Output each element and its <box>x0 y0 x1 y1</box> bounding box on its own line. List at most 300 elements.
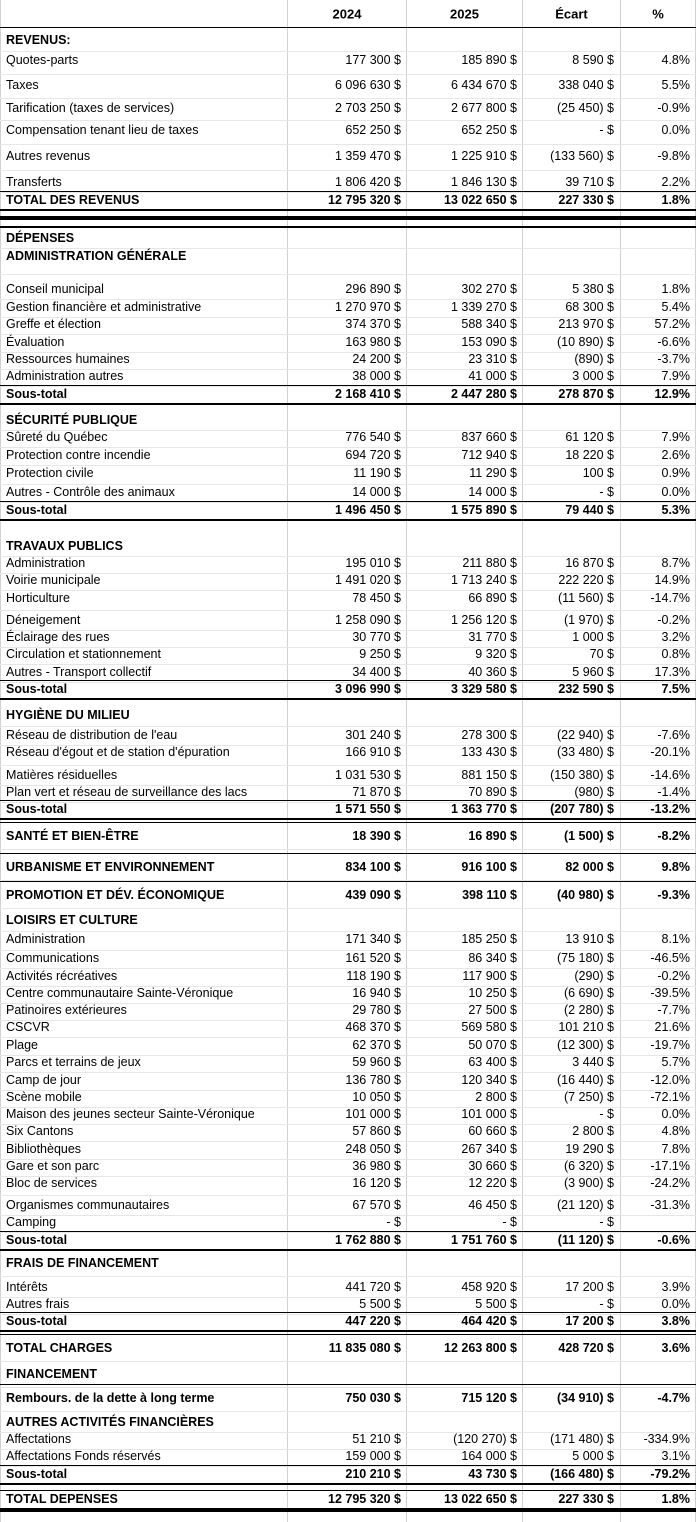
cell-pct: -0.2% <box>657 968 690 983</box>
cell-v2025: 302 270 $ <box>461 281 517 296</box>
cell-pct: -334.9% <box>643 1431 690 1446</box>
cell-v2025: 50 070 $ <box>468 1037 517 1052</box>
cell-v2024: 118 190 $ <box>346 968 401 983</box>
cell-pct: -7.6% <box>657 727 690 742</box>
cell-pct: -7.7% <box>657 1002 690 1017</box>
cell-v2024: 296 890 $ <box>345 281 401 296</box>
cell-pct: -14.7% <box>650 590 690 605</box>
cell-v2024: 1 762 880 $ <box>334 1232 401 1247</box>
cell-pct: 3.9% <box>661 1279 690 1294</box>
cell-pct: 8.7% <box>661 555 690 570</box>
cell-v2025: 2 447 280 $ <box>450 386 517 401</box>
cell-v2025: 3 329 580 $ <box>450 681 517 696</box>
cell-ecart: (3 900) $ <box>563 1175 614 1190</box>
cell-v2024: 1 359 470 $ <box>334 148 401 163</box>
table-row-label: Évaluation <box>6 334 65 349</box>
cell-v2024: 1 270 970 $ <box>334 299 401 314</box>
cell-pct: 0.0% <box>661 1296 690 1311</box>
cell-v2024: 177 300 $ <box>345 52 401 67</box>
cell-pct: -31.3% <box>650 1197 690 1212</box>
cell-ecart: 3 440 $ <box>572 1054 614 1069</box>
cell-v2025: 101 000 $ <box>461 1106 517 1121</box>
cell-v2025: 916 100 $ <box>461 859 517 874</box>
table-row-label: Administration autres <box>6 368 124 383</box>
cell-pct: 21.6% <box>654 1019 690 1034</box>
cell-pct: -46.5% <box>650 950 690 965</box>
cell-ecart: 5 380 $ <box>572 281 614 296</box>
subtotal-label: Sous-total <box>6 801 68 816</box>
cell-v2024: 171 340 $ <box>345 931 401 946</box>
cell-v2025: 569 580 $ <box>461 1019 517 1034</box>
cell-v2025: 211 880 $ <box>462 555 517 570</box>
table-row-label: Camping <box>6 1214 57 1229</box>
cell-v2024: 447 220 $ <box>345 1313 401 1328</box>
cell-pct: 1.8% <box>661 1491 690 1506</box>
cell-v2024: 301 240 $ <box>345 727 401 742</box>
cell-pct: 8.1% <box>661 931 690 946</box>
cell-pct: 12.9% <box>654 386 690 401</box>
cell-ecart: 16 870 $ <box>565 555 614 570</box>
table-row-label: Déneigement <box>6 612 81 627</box>
cell-v2025: 117 900 $ <box>462 968 517 983</box>
category-label: TOTAL CHARGES <box>6 1340 113 1355</box>
cell-ecart: 227 330 $ <box>558 1491 614 1506</box>
table-row-label: Communications <box>6 950 100 965</box>
cell-ecart: (16 440) $ <box>557 1072 614 1087</box>
cell-v2024: 439 090 $ <box>345 887 401 902</box>
cell-ecart: (980) $ <box>574 784 614 799</box>
cell-ecart: (40 980) $ <box>557 887 614 902</box>
cell-v2025: 5 500 $ <box>475 1296 517 1311</box>
cell-v2025: 1 256 120 $ <box>450 612 517 627</box>
cell-ecart: (150 380) $ <box>550 767 614 782</box>
table-row-label: Autres revenus <box>6 148 91 163</box>
cell-v2024: 12 795 320 $ <box>328 192 401 207</box>
table-row-label: Gare et son parc <box>6 1158 100 1173</box>
cell-v2025: 63 400 $ <box>468 1054 517 1069</box>
table-row-label: Transferts <box>6 174 62 189</box>
cell-v2025: 164 000 $ <box>461 1448 517 1463</box>
cell-ecart: 5 000 $ <box>572 1448 614 1463</box>
header-2024: 2024 <box>332 6 362 22</box>
cell-v2024: 24 200 $ <box>352 351 401 366</box>
category-label: Rembours. de la dette à long terme <box>6 1390 215 1405</box>
cell-ecart: - $ <box>599 484 614 499</box>
cell-v2025: 398 110 $ <box>462 887 517 902</box>
cell-v2024: 468 370 $ <box>345 1019 401 1034</box>
cell-v2025: 1 846 130 $ <box>450 174 517 189</box>
cell-pct: 0.8% <box>661 646 690 661</box>
cell-ecart: 13 910 $ <box>565 931 614 946</box>
cell-pct: 5.4% <box>661 299 690 314</box>
table-row-label: Autres - Contrôle des animaux <box>6 484 175 499</box>
cell-v2024: 11 835 080 $ <box>328 1340 401 1355</box>
cell-pct: -39.5% <box>650 985 690 1000</box>
cell-v2024: 3 096 990 $ <box>334 681 401 696</box>
cell-v2025: 1 575 890 $ <box>450 502 517 517</box>
cell-ecart: 17 200 $ <box>565 1313 614 1328</box>
cell-ecart: (33 480) $ <box>557 744 614 759</box>
cell-v2024: 11 190 $ <box>353 465 401 480</box>
cell-pct: 0.0% <box>661 122 690 137</box>
table-row-label: Matières résiduelles <box>6 767 118 782</box>
section-heading: SÉCURITÉ PUBLIQUE <box>6 412 138 427</box>
cell-ecart: 70 $ <box>589 646 614 661</box>
table-row-label: Camp de jour <box>6 1072 82 1087</box>
cell-v2024: 6 096 630 $ <box>334 77 401 92</box>
cell-ecart: (890) $ <box>574 351 614 366</box>
cell-pct: 17.3% <box>654 664 690 679</box>
table-row-label: Patinoires extérieures <box>6 1002 127 1017</box>
table-row-label: Éclairage des rues <box>6 629 110 644</box>
cell-v2025: 13 022 650 $ <box>444 192 517 207</box>
cell-ecart: (6 690) $ <box>563 985 614 1000</box>
cell-pct: 7.9% <box>661 429 690 444</box>
cell-v2024: 2 168 410 $ <box>334 386 401 401</box>
cell-v2024: 57 860 $ <box>352 1123 401 1138</box>
total-label: TOTAL DES REVENUS <box>6 192 140 207</box>
cell-v2024: 652 250 $ <box>345 122 401 137</box>
cell-v2025: 60 660 $ <box>468 1123 517 1138</box>
cell-pct: -13.2% <box>650 801 690 816</box>
cell-pct: 9.8% <box>661 859 690 874</box>
cell-v2024: 166 910 $ <box>345 744 401 759</box>
cell-v2025: 267 340 $ <box>461 1141 517 1156</box>
cell-v2024: 71 870 $ <box>352 784 401 799</box>
cell-ecart: (1 500) $ <box>563 828 614 843</box>
cell-pct: -8.2% <box>657 828 690 843</box>
cell-v2024: 9 250 $ <box>359 646 401 661</box>
cell-ecart: (171 480) $ <box>550 1431 614 1446</box>
cell-pct: 3.8% <box>661 1313 690 1328</box>
cell-pct: -0.6% <box>657 1232 690 1247</box>
cell-v2024: 38 000 $ <box>352 368 401 383</box>
cell-v2025: 66 890 $ <box>468 590 517 605</box>
cell-ecart: (207 780) $ <box>550 801 614 816</box>
section-heading: FINANCEMENT <box>6 1366 97 1381</box>
subtotal-label: Sous-total <box>6 502 68 517</box>
cell-v2025: 40 360 $ <box>468 664 517 679</box>
cell-pct: -0.9% <box>657 100 690 115</box>
cell-ecart: - $ <box>599 1214 614 1229</box>
cell-v2024: 18 390 $ <box>352 828 401 843</box>
table-row-label: Gestion financière et administrative <box>6 299 202 314</box>
cell-v2025: (120 270) $ <box>453 1431 517 1446</box>
cell-ecart: 18 220 $ <box>565 447 614 462</box>
cell-v2024: 14 000 $ <box>352 484 401 499</box>
cell-ecart: 39 710 $ <box>565 174 614 189</box>
cell-ecart: 2 800 $ <box>572 1123 614 1138</box>
section-heading: TRAVAUX PUBLICS <box>6 538 123 553</box>
cell-pct: -3.7% <box>657 351 690 366</box>
cell-v2024: 59 960 $ <box>352 1054 401 1069</box>
cell-pct: 0.0% <box>661 1106 690 1121</box>
cell-ecart: 338 040 $ <box>558 77 614 92</box>
table-row-label: Intérêts <box>6 1279 48 1294</box>
cell-ecart: (2 280) $ <box>563 1002 614 1017</box>
cell-ecart: 232 590 $ <box>558 681 614 696</box>
cell-pct: 4.8% <box>661 52 690 67</box>
cell-v2025: 712 940 $ <box>461 447 517 462</box>
cell-pct: 5.3% <box>661 502 690 517</box>
cell-pct: 57.2% <box>654 316 690 331</box>
cell-v2025: 11 290 $ <box>469 465 517 480</box>
cell-v2025: 278 300 $ <box>461 727 517 742</box>
header-pct: % <box>652 6 664 22</box>
cell-ecart: (11 120) $ <box>557 1232 614 1247</box>
cell-ecart: (75 180) $ <box>557 950 614 965</box>
cell-pct: -79.2% <box>650 1466 690 1481</box>
cell-ecart: 17 200 $ <box>565 1279 614 1294</box>
cell-ecart: 61 120 $ <box>565 429 614 444</box>
subtotal-label: Sous-total <box>6 1313 68 1328</box>
table-row-label: Tarification (taxes de services) <box>6 100 175 115</box>
cell-v2025: 588 340 $ <box>461 316 517 331</box>
cell-v2025: 30 660 $ <box>468 1158 517 1173</box>
cell-ecart: 227 330 $ <box>558 192 614 207</box>
table-row-label: Autres - Transport collectif <box>6 664 152 679</box>
table-row-label: Six Cantons <box>6 1123 74 1138</box>
cell-v2024: 10 050 $ <box>352 1089 401 1104</box>
table-row-label: Sûreté du Québec <box>6 429 108 444</box>
cell-v2024: 195 010 $ <box>345 555 401 570</box>
cell-ecart: (166 480) $ <box>550 1466 614 1481</box>
cell-v2025: 1 225 910 $ <box>450 148 517 163</box>
cell-v2024: 136 780 $ <box>345 1072 401 1087</box>
cell-v2025: 652 250 $ <box>461 122 517 137</box>
cell-pct: 7.8% <box>661 1141 690 1156</box>
cell-v2025: 2 800 $ <box>475 1089 517 1104</box>
cell-v2024: - $ <box>386 1214 401 1229</box>
cell-pct: -1.4% <box>657 784 690 799</box>
table-row-label: Autres frais <box>6 1296 70 1311</box>
cell-v2024: 1 496 450 $ <box>334 502 401 517</box>
cell-pct: -14.6% <box>650 767 690 782</box>
section-heading: REVENUS: <box>6 32 71 47</box>
table-row-label: Activités récréatives <box>6 968 118 983</box>
cell-ecart: 278 870 $ <box>558 386 614 401</box>
cell-v2024: 161 520 $ <box>345 950 401 965</box>
cell-v2024: 101 000 $ <box>345 1106 401 1121</box>
cell-pct: 0.9% <box>661 465 690 480</box>
cell-v2024: 210 210 $ <box>345 1466 401 1481</box>
table-row-label: Plage <box>6 1037 38 1052</box>
cell-v2025: 715 120 $ <box>461 1390 517 1405</box>
cell-v2024: 5 500 $ <box>359 1296 401 1311</box>
cell-pct: -24.2% <box>650 1175 690 1190</box>
cell-v2024: 159 000 $ <box>345 1448 401 1463</box>
cell-pct: 2.2% <box>661 174 690 189</box>
cell-v2025: 1 751 760 $ <box>450 1232 517 1247</box>
cell-v2025: 86 340 $ <box>468 950 517 965</box>
cell-ecart: (290) $ <box>574 968 614 983</box>
cell-ecart: (22 940) $ <box>557 727 614 742</box>
cell-v2024: 16 940 $ <box>352 985 401 1000</box>
cell-ecart: (21 120) $ <box>557 1197 614 1212</box>
cell-pct: 5.7% <box>661 1054 690 1069</box>
cell-v2025: 185 250 $ <box>461 931 517 946</box>
cell-pct: 2.6% <box>661 447 690 462</box>
cell-v2024: 12 795 320 $ <box>328 1491 401 1506</box>
cell-v2024: 1 571 550 $ <box>334 801 401 816</box>
cell-ecart: 101 210 $ <box>558 1019 614 1034</box>
category-label: PROMOTION ET DÉV. ÉCONOMIQUE <box>6 887 225 902</box>
cell-pct: 3.1% <box>661 1448 690 1463</box>
cell-pct: -17.1% <box>650 1158 690 1173</box>
cell-ecart: (1 970) $ <box>563 612 614 627</box>
cell-ecart: (7 250) $ <box>563 1089 614 1104</box>
cell-v2024: 1 491 020 $ <box>334 572 401 587</box>
cell-v2024: 374 370 $ <box>345 316 401 331</box>
table-row-label: Ressources humaines <box>6 351 130 366</box>
cell-v2025: 41 000 $ <box>468 368 517 383</box>
cell-ecart: 222 220 $ <box>558 572 614 587</box>
cell-pct: -9.8% <box>657 148 690 163</box>
cell-v2024: 16 120 $ <box>352 1175 401 1190</box>
table-row-label: Parcs et terrains de jeux <box>6 1054 141 1069</box>
category-label: SANTÉ ET BIEN-ÊTRE <box>6 828 139 843</box>
cell-v2025: 23 310 $ <box>468 351 517 366</box>
category-label: URBANISME ET ENVIRONNEMENT <box>6 859 215 874</box>
cell-pct: 4.8% <box>661 1123 690 1138</box>
section-heading: LOISIRS ET CULTURE <box>6 912 138 927</box>
cell-v2025: 1 339 270 $ <box>450 299 517 314</box>
cell-v2025: 120 340 $ <box>461 1072 517 1087</box>
table-row-label: Maison des jeunes secteur Sainte-Véronique <box>6 1106 255 1121</box>
table-row-label: Circulation et stationnement <box>6 646 161 661</box>
cell-v2024: 834 100 $ <box>345 859 401 874</box>
table-row-label: Compensation tenant lieu de taxes <box>6 122 199 137</box>
cell-v2025: 1 713 240 $ <box>450 572 517 587</box>
cell-v2025: 464 420 $ <box>461 1313 517 1328</box>
header-2025: 2025 <box>450 6 479 22</box>
section-heading: HYGIÈNE DU MILIEU <box>6 707 130 722</box>
cell-pct: -9.3% <box>657 887 690 902</box>
cell-v2024: 29 780 $ <box>352 1002 401 1017</box>
cell-v2025: 12 220 $ <box>468 1175 517 1190</box>
cell-pct: 7.9% <box>661 368 690 383</box>
cell-pct: 3.2% <box>661 629 690 644</box>
cell-v2025: 46 450 $ <box>468 1197 517 1212</box>
cell-v2024: 2 703 250 $ <box>334 100 401 115</box>
cell-v2025: 31 770 $ <box>468 629 517 644</box>
cell-v2024: 248 050 $ <box>345 1141 401 1156</box>
table-row-label: Quotes-parts <box>6 52 79 67</box>
table-row-label: Horticulture <box>6 590 70 605</box>
subtotal-label: Sous-total <box>6 1232 68 1247</box>
subtotal-label: Sous-total <box>6 681 68 696</box>
cell-v2024: 441 720 $ <box>345 1279 401 1294</box>
cell-v2024: 750 030 $ <box>345 1390 401 1405</box>
table-row-label: Affectations Fonds réservés <box>6 1448 161 1463</box>
cell-v2024: 1 258 090 $ <box>334 612 401 627</box>
cell-ecart: (10 890) $ <box>557 334 614 349</box>
table-row-label: Voirie municipale <box>6 572 101 587</box>
table-row-label: Scène mobile <box>6 1089 82 1104</box>
cell-v2024: 1 031 530 $ <box>334 767 401 782</box>
section-heading: FRAIS DE FINANCEMENT <box>6 1255 159 1270</box>
cell-v2024: 62 370 $ <box>352 1037 401 1052</box>
cell-ecart: 79 440 $ <box>565 502 614 517</box>
cell-v2024: 1 806 420 $ <box>334 174 401 189</box>
cell-pct: 5.5% <box>661 77 690 92</box>
cell-v2024: 694 720 $ <box>345 447 401 462</box>
table-row-label: Réseau de distribution de l'eau <box>6 727 178 742</box>
cell-v2025: - $ <box>502 1214 517 1229</box>
cell-v2025: 70 890 $ <box>468 784 517 799</box>
cell-pct: -0.2% <box>657 612 690 627</box>
cell-v2025: 153 090 $ <box>461 334 517 349</box>
cell-v2025: 12 263 800 $ <box>444 1340 517 1355</box>
cell-v2025: 458 920 $ <box>461 1279 517 1294</box>
cell-v2024: 51 210 $ <box>352 1431 401 1446</box>
table-row-label: Affectations <box>6 1431 72 1446</box>
cell-pct: 1.8% <box>661 192 690 207</box>
cell-ecart: 68 300 $ <box>565 299 614 314</box>
cell-v2025: 881 150 $ <box>461 767 517 782</box>
table-row-label: Administration <box>6 555 86 570</box>
cell-pct: -20.1% <box>650 744 690 759</box>
cell-v2025: 9 320 $ <box>475 646 517 661</box>
cell-v2025: 16 890 $ <box>468 828 517 843</box>
cell-v2024: 30 770 $ <box>352 629 401 644</box>
cell-ecart: 82 000 $ <box>565 859 614 874</box>
cell-pct: -12.0% <box>650 1072 690 1087</box>
cell-ecart: 428 720 $ <box>558 1340 614 1355</box>
cell-ecart: - $ <box>599 122 614 137</box>
cell-pct: 14.9% <box>654 572 690 587</box>
cell-ecart: (133 560) $ <box>550 148 614 163</box>
cell-v2025: 43 730 $ <box>468 1466 517 1481</box>
table-row-label: Bibliothèques <box>6 1141 82 1156</box>
cell-v2024: 34 400 $ <box>352 664 401 679</box>
cell-v2024: 78 450 $ <box>352 590 401 605</box>
cell-v2025: 837 660 $ <box>461 429 517 444</box>
cell-ecart: (11 560) $ <box>557 590 614 605</box>
table-row-label: Conseil municipal <box>6 281 104 296</box>
cell-v2025: 2 677 800 $ <box>450 100 517 115</box>
cell-v2024: 163 980 $ <box>345 334 401 349</box>
cell-v2025: 27 500 $ <box>468 1002 517 1017</box>
cell-pct: -4.7% <box>657 1390 690 1405</box>
cell-ecart: - $ <box>599 1106 614 1121</box>
table-row-label: Taxes <box>6 77 39 92</box>
section-heading: DÉPENSES <box>6 230 75 245</box>
cell-pct: 7.5% <box>661 681 690 696</box>
cell-v2025: 14 000 $ <box>468 484 517 499</box>
cell-pct: 1.8% <box>661 281 690 296</box>
cell-pct: 3.6% <box>661 1340 690 1355</box>
cell-v2024: 36 980 $ <box>352 1158 401 1173</box>
cell-v2025: 13 022 650 $ <box>444 1491 517 1506</box>
table-row-label: CSCVR <box>6 1019 50 1034</box>
cell-v2024: 67 570 $ <box>352 1197 401 1212</box>
table-row-label: Plan vert et réseau de surveillance des lacs <box>6 784 248 799</box>
cell-ecart: 1 000 $ <box>572 629 614 644</box>
cell-v2025: 133 430 $ <box>461 744 517 759</box>
cell-pct: 0.0% <box>661 484 690 499</box>
cell-v2024: 776 540 $ <box>345 429 401 444</box>
table-row-label: Protection contre incendie <box>6 447 151 462</box>
cell-v2025: 6 434 670 $ <box>450 77 517 92</box>
table-row-label: Bloc de services <box>6 1175 98 1190</box>
table-row-label: Organismes communautaires <box>6 1197 170 1212</box>
cell-ecart: (6 320) $ <box>563 1158 614 1173</box>
header-ecart: Écart <box>555 6 588 22</box>
table-row-label: Centre communautaire Sainte-Véronique <box>6 985 234 1000</box>
table-row-label: Administration <box>6 931 86 946</box>
cell-pct: -72.1% <box>650 1089 690 1104</box>
